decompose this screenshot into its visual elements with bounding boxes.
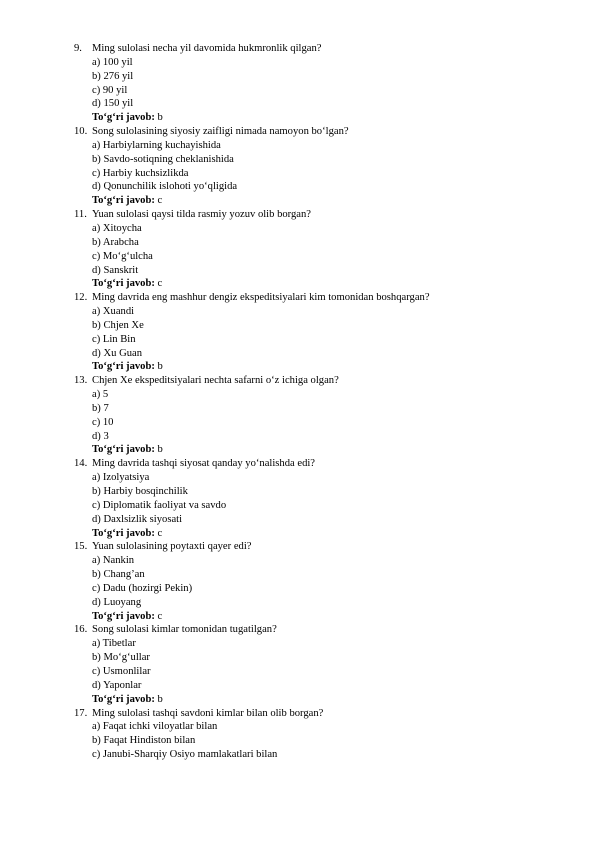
answer-option: d) Qonunchilik islohoti yo‘qligida [92, 181, 238, 193]
answer-option: a) Xuandi [92, 306, 135, 318]
correct-answer-label: To‘g‘ri javob: [92, 195, 155, 207]
correct-answer-label: To‘g‘ri javob: [92, 278, 155, 290]
question-text: Chjen Xe ekspeditsiyalari nechta safarni o‘z ichiga olgan? [92, 375, 339, 387]
answer-option: c) Lin Bin [92, 333, 136, 345]
correct-answer-line [74, 693, 574, 707]
question-block [74, 291, 574, 374]
question-line [74, 208, 574, 222]
question-number: 17. [74, 707, 88, 719]
question-line [74, 457, 574, 471]
answer-option: a) Harbiylarning kuchayishida [92, 139, 221, 151]
answer-option: a) Nankin [92, 555, 135, 567]
correct-answer-label: To‘g‘ri javob: [92, 444, 155, 456]
correct-answer-value: b [157, 112, 163, 124]
correct-answer-label: To‘g‘ri javob: [92, 112, 155, 124]
correct-answer-value: c [157, 527, 163, 539]
question-text: Song sulolasining siyosiy zaifligi nimada namoyon bo‘lgan? [92, 126, 349, 138]
answer-option: a) 5 [92, 389, 109, 401]
correct-answer-line [74, 194, 574, 208]
correct-answer-line [74, 527, 574, 541]
question-text: Song sulolasi kimlar tomonidan tugatilgan? [92, 624, 277, 636]
correct-answer-value: c [157, 195, 163, 207]
question-line [74, 42, 574, 56]
question-block [74, 623, 574, 706]
correct-answer-value: c [157, 278, 163, 290]
question-number: 9. [74, 43, 82, 54]
correct-answer-label: To‘g‘ri javob: [92, 361, 155, 373]
answer-option: a) Izolyatsiya [92, 472, 150, 484]
answer-option: c) Dadu (hozirgi Pekin) [92, 582, 193, 594]
answer-option: d) 3 [92, 430, 109, 442]
answer-option: c) Mo‘g‘ulcha [92, 250, 153, 262]
question-number: 11. [74, 209, 87, 221]
question-number: 14. [74, 458, 88, 470]
question-text: Ming davrida eng mashhur dengiz ekspeditsiyalari kim tomonidan boshqargan? [92, 292, 430, 304]
question-line [74, 707, 574, 721]
answer-option: b) Savdo-sotiqning cheklanishida [92, 153, 234, 165]
answer-option: a) Tibetlar [92, 638, 136, 650]
correct-answer-label: To‘g‘ri javob: [92, 610, 155, 622]
correct-answer-value: c [157, 610, 163, 622]
correct-answer-value: b [157, 693, 163, 705]
answer-option: a) 100 yil [92, 56, 133, 68]
question-block [74, 374, 574, 457]
answer-option: c) Diplomatik faoliyat va savdo [92, 499, 227, 511]
question-block [74, 42, 574, 125]
answer-option: d) Xu Guan [92, 347, 143, 359]
question-line [74, 291, 574, 305]
question-text: Ming sulolasi tashqi savdoni kimlar bilan olib borgan? [92, 707, 324, 719]
correct-answer-label: To‘g‘ri javob: [92, 527, 155, 539]
answer-option: b) 7 [92, 402, 109, 414]
question-text: Yuan sulolasi qaysi tilda rasmiy yozuv olib borgan? [92, 209, 312, 221]
question-line [74, 125, 574, 139]
question-block [74, 208, 574, 291]
question-line [74, 374, 574, 388]
question-block [74, 707, 574, 762]
question-text: Ming davrida tashqi siyosat qanday yo‘nalishda edi? [92, 458, 316, 470]
answer-option: d) 150 yil [92, 98, 134, 110]
question-line [74, 540, 574, 554]
answer-option: b) 276 yil [92, 70, 134, 82]
answer-option: c) Harbiy kuchsizlikda [92, 167, 189, 179]
answer-option: b) Mo‘g‘ullar [92, 652, 150, 664]
answer-option: b) Chang’an [92, 569, 145, 581]
answer-option: c) 10 [92, 416, 114, 428]
answer-option: c) Janubi-Sharqiy Osiyo mamlakatlari bilan [92, 749, 278, 761]
answer-option: b) Faqat Hindiston bilan [92, 735, 196, 747]
correct-answer-value: b [157, 361, 163, 373]
correct-answer-line [74, 610, 574, 624]
question-number: 16. [74, 624, 88, 636]
question-block [74, 457, 574, 540]
question-text: Yuan sulolasining poytaxti qayer edi? [92, 541, 252, 553]
answer-option: b) Harbiy bosqinchilik [92, 486, 188, 497]
answer-option: d) Yaponlar [92, 679, 142, 691]
answer-option: d) Luoyang [92, 596, 142, 608]
answer-option: a) Xitoycha [92, 222, 142, 234]
answer-option: c) Usmonlilar [92, 665, 151, 677]
question-number: 13. [74, 375, 88, 387]
question-number: 15. [74, 541, 88, 553]
answer-option: b) Arabcha [92, 236, 139, 248]
correct-answer-value: b [157, 444, 163, 456]
correct-answer-line [74, 111, 574, 125]
question-number: 12. [74, 292, 88, 304]
question-number: 10. [74, 126, 88, 138]
question-block [74, 540, 574, 623]
answer-option: d) Daxlsizlik siyosati [92, 513, 183, 525]
answer-option: c) 90 yil [92, 84, 128, 96]
document-page [74, 42, 574, 762]
question-block [74, 125, 574, 208]
question-line [74, 623, 574, 637]
answer-option: b) Chjen Xe [92, 319, 144, 331]
answer-option: d) Sanskrit [92, 264, 139, 276]
answer-option: a) Faqat ichki viloyatlar bilan [92, 721, 218, 733]
correct-answer-line [74, 360, 574, 374]
correct-answer-label: To‘g‘ri javob: [92, 693, 155, 705]
correct-answer-line [74, 443, 574, 457]
question-text: Ming sulolasi necha yil davomida hukmronlik qilgan? [92, 43, 322, 54]
correct-answer-line [74, 277, 574, 291]
